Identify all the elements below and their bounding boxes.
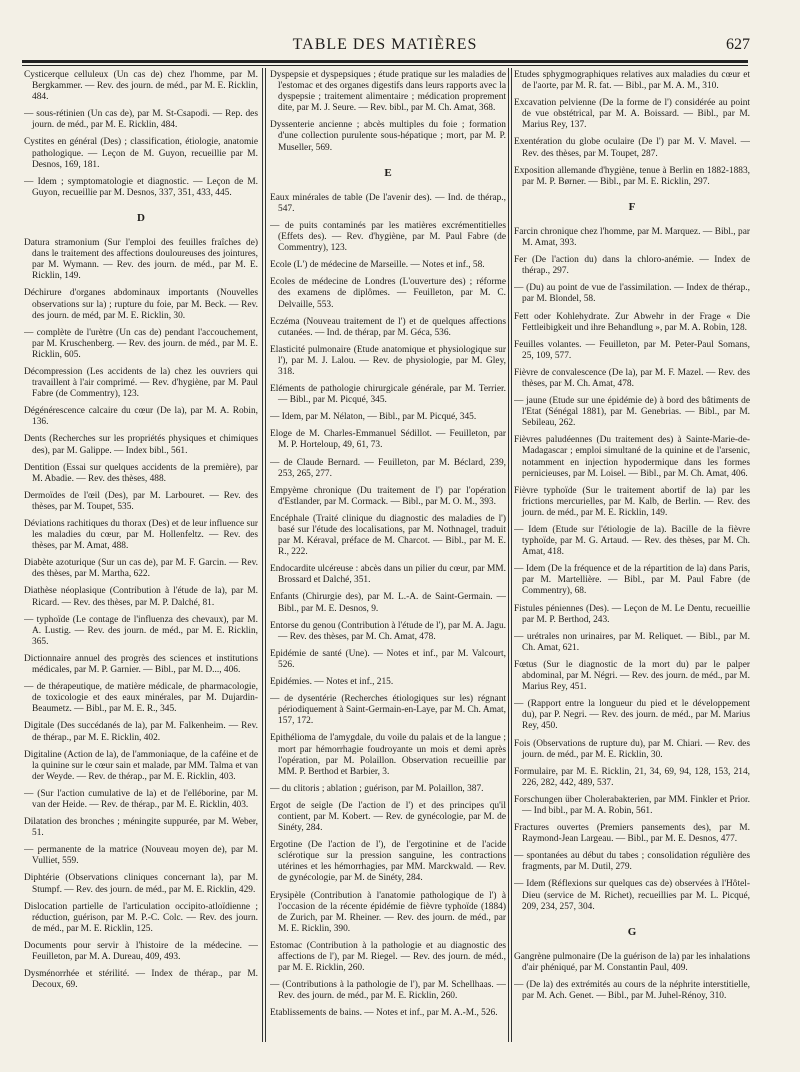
- index-entry: — Idem (De la fréquence et de la répartition de la) dans Paris, par M. Martellière. — Bibl., par M. Paul Fabre (de Commentry), 68.: [514, 564, 750, 597]
- index-entry: Déviations rachitiques du thorax (Des) et de leur influence sur les maladies du cœur, par M. Hollenfeltz. — Rev. des thèses, par M. Amat, 488.: [24, 519, 258, 552]
- index-entry: — permanente de la matrice (Nouveau moyen de), par M. Vulliet, 559.: [24, 845, 258, 867]
- column-divider: [511, 68, 512, 1042]
- column-divider: [265, 68, 266, 1042]
- index-entry: — de puits contaminés par les matières excrémentitielles (Effets des). — Rev. d'hygiène, par M. Paul Fabre (de Commentry), 123.: [270, 220, 506, 254]
- index-entry: Excavation pelvienne (De la forme de l') considérée au point de vue obstétrical, par M. A. Boissard. — Bibl., par M. Marius Rey, 137.: [514, 98, 750, 131]
- index-entry: — spontanées au début du tabes ; consolidation régulière des fragments, par M. Dutil, 279.: [514, 851, 750, 873]
- index-entry: — typhoïde (Le contage de l'influenza des chevaux), par M. A. Lustig. — Rev. des journ. de méd., par M. E. Ricklin, 365.: [24, 614, 258, 647]
- index-entry: — de dysentérie (Recherches étiologiques sur les) régnant périodiquement à Saint-Germain-en-Laye, par M. Ch. Amat, 157, 172.: [270, 694, 506, 727]
- index-entry: Fièvre typhoïde (Sur le traitement abortif de la) par les frictions mercurielles, par M. Kalb, de Berlin. — Rev. des journ. de méd., par M. E. Ricklin, 149.: [514, 485, 750, 518]
- index-entry: — sous-rétinien (Un cas de), par M. St-Csapodi. — Rep. des journ. de méd., par M. E. Ricklin, 484.: [24, 109, 258, 131]
- index-column-3: [514, 70, 750, 1038]
- index-column-1: [24, 70, 258, 1038]
- index-entry: Epidémie de santé (Une). — Notes et inf., par M. Valcourt, 526.: [270, 648, 506, 670]
- index-entry: Décompression (Les accidents de la) chez les ouvriers qui travaillent à l'air comprimé. — Rev. d'hygiène, par M. Paul Fabre (de Commentry), 123.: [24, 366, 258, 400]
- index-entry: — (Sur l'action cumulative de la) et de l'elléborine, par M. van der Heide. — Rev. de thérap., par M. E. Ricklin, 403.: [24, 788, 258, 810]
- index-column-2: [270, 70, 506, 1038]
- index-entry: Datura stramonium (Sur l'emploi des feuilles fraîches de) dans le traitement des affections douloureuses des jointures, par M. Wymann. — Rev. des journ. de méd., par M. E. Ricklin, 149.: [24, 238, 258, 282]
- index-entry: Forschungen über Cholerabakterien, par MM. Finkler et Prior. — Ind bibl., par M. A. Robin, 561.: [514, 794, 750, 816]
- index-entry: Dictionnaire annuel des progrès des sciences et institutions médicales, par M. P. Garnier. — Bibl., par M. D..., 406.: [24, 653, 258, 676]
- index-entry: Fer (De l'action du) dans la chloro-anémie. — Index de thérap., 297.: [514, 255, 750, 277]
- index-entry: Eczéma (Nouveau traitement de l') et de quelques affections cutanées. — Ind. de thérap, par M. Géca, 536.: [270, 316, 506, 338]
- index-entry: Fièvre de convalescence (De la), par M. F. Mazel. — Rev. des thèses, par M. Ch. Amat, 478.: [514, 367, 750, 389]
- index-entry: Exentération du globe oculaire (De l') par M. V. Mavel. — Rev. des thèses, par M. Toupet, 287.: [514, 137, 750, 159]
- page-title: TABLE DES MATIÈRES: [292, 36, 478, 53]
- index-entry: Diathèse néoplasique (Contribution à l'étude de la), par M. Ricard. — Rev. des thèses, par M. P. Dalché, 81.: [24, 586, 258, 608]
- index-entry: Déchirure d'organes abdominaux importants (Nouvelles observations sur la) ; rupture du foie, par M. Beck. — Rev. des journ. de méd, par M. E. Ricklin, 30.: [24, 288, 258, 321]
- index-entry: Dislocation partielle de l'articulation occipito-atloïdienne ; réduction, guérison, par M. P.-C. Colc. — Rev. des journ. de méd., par M. E. Ricklin, 125.: [24, 901, 258, 934]
- index-entry: Fièvres paludéennes (Du traitement des) à Sainte-Marie-de-Madagascar ; emploi simultané de la quinine et de l'arsenic, notamment en injection hypodermique dans les formes pernicieuses, par M. Loisel. — Bibl., par M. Ch. Amat, 406.: [514, 435, 750, 479]
- index-entry: Cysticerque celluleux (Un cas de) chez l'homme, par M. Bergkammer. — Rev. des journ. de méd., par M. E. Ricklin, 484.: [24, 70, 258, 103]
- index-entry: Fois (Observations de rupture du), par M. Chiari. — Rev. des journ. de méd., par M. E. Ricklin, 30.: [514, 738, 750, 760]
- index-entry: — (Contributions à la pathologie de l'), par M. Schellhaas. — Rev. des journ. de méd., par M. E. Ricklin, 260.: [270, 980, 506, 1002]
- index-entry: Fractures ouvertes (Premiers pansements des), par M. Raymond-Jean Largeau. — Bibl., par M. E. Desnos, 477.: [514, 823, 750, 845]
- section-letter: G: [627, 925, 637, 938]
- index-entry: Fistules péniennes (Des). — Leçon de M. Le Dentu, recueillie par M. P. Berthod, 243.: [514, 603, 750, 625]
- index-entry: — Idem (Réflexions sur quelques cas de) observées à l'Hôtel-Dieu (service de M. Richet), recueillies par M. L. Picqué, 209, 234, 257, 304.: [514, 879, 750, 912]
- index-entry: — jaune (Etude sur une épidémie de) à bord des bâtiments de l'Etat (Sénégal 1881), par M. Genebrias. — Bibl., par M. Sebileau, 262.: [514, 396, 750, 429]
- index-entry: — Idem (Etude sur l'étiologie de la). Bacille de la fièvre typhoïde, par M. G. Artaud. — Rev. des thèses, par M. Ch. Amat, 418.: [514, 525, 750, 558]
- index-entry: Endocardite ulcéreuse : abcès dans un pilier du cœur, par MM. Brossard et Dalché, 351.: [270, 564, 506, 586]
- index-entry: Etudes sphygmographiques relatives aux maladies du cœur et de l'aorte, par M. R. fat. — Bibl., par M. A. M., 310.: [514, 70, 750, 92]
- index-entry: — urétrales non urinaires, par M. Reliquet. — Bibl., par M. Ch. Amat, 621.: [514, 631, 750, 653]
- index-entry: Dyssenterie ancienne ; abcès multiples du foie ; formation d'une collection purulente sous-hépatique ; mort, par M. P. Museller, 569.: [270, 120, 506, 153]
- index-entry: — (Rapport entre la longueur du pied et le développement du), par P. Negri. — Rev. des journ. de méd., par M. Marius Rey, 450.: [514, 699, 750, 732]
- index-entry: Digitale (Des succédanés de la), par M. Falkenheim. — Rev. de thérap., par M. E. Ricklin, 402.: [24, 721, 258, 743]
- index-entry: Dégénérescence calcaire du cœur (De la), par M. A. Robin, 136.: [24, 406, 258, 428]
- index-entry: — complète de l'urètre (Un cas de) pendant l'accouchement, par M. Kruschenberg. — Rev. des journ. de méd., par M. E. Ricklin, 605.: [24, 327, 258, 360]
- index-entry: Enfants (Chirurgie des), par M. L.-A. de Saint-Germain. — Bibl., par M. E. Desnos, 9.: [270, 592, 506, 614]
- index-entry: Fett oder Kohlehydrate. Zur Abwehr in der Frage « Die Fettleibigkeit und ihre Behandlung », par M. A. Robin, 128.: [514, 311, 750, 333]
- index-entry: Ergot de seigle (De l'action de l') et des principes qu'il contient, par M. Kobert. — Rev. de gynécologie, par M. de Sinéty, 284.: [270, 800, 506, 834]
- index-entry: Digitaline (Action de la), de l'ammoniaque, de la caféine et de la quinine sur le cœur sain et malade, par MM. Talma et van der Weyde. — Rev. de thérap., par M. E. Ricklin, 403.: [24, 749, 258, 782]
- index-entry: Gangrène pulmonaire (De la guérison de la) par les inhalations d'air phéniqué, par M. Constantin Paul, 409.: [514, 951, 750, 973]
- header-rule-thin: [22, 65, 748, 66]
- index-entry: Ecoles de médecine de Londres (L'ouverture des) ; réforme des examens de diplômes. — Feuilleton, par M. C. Delvaille, 553.: [270, 277, 506, 310]
- index-entry: Dysménorrhée et stérilité. — Index de thérap., par M. Decoux, 69.: [24, 969, 258, 991]
- index-entry: Encéphale (Traité clinique du diagnostic des maladies de l') basé sur l'étude des localisations, par M. Nothnagel, traduit par M. Kéraval, préface de M. Charcot. — Bibl., par M. E. R., 222.: [270, 513, 506, 558]
- index-entry: Entorse du genou (Contribution à l'étude de l'), par M. A. Jagu. — Rev. des thèses, par M. Ch. Amat, 478.: [270, 620, 506, 642]
- index-entry: — Idem, par M. Nélaton, — Bibl., par M. Picqué, 345.: [270, 412, 477, 423]
- column-divider: [508, 68, 509, 1042]
- index-entry: Cystites en général (Des) ; classification, étiologie, anatomie pathologique. — Leçon de M. Guyon, recueillie par M. Desnos, 169, 181.: [24, 137, 258, 170]
- index-entry: Farcin chronique chez l'homme, par M. Marquez. — Bibl., par M. Amat, 393.: [514, 226, 750, 249]
- index-entry: Formulaire, par M. E. Ricklin, 21, 34, 69, 94, 128, 153, 214, 226, 282, 442, 489, 537.: [514, 766, 750, 788]
- index-entry: — (De la) des extrémités au cours de la néphrite interstitielle, par M. Ach. Genet. — Bibl., par M. Juhel-Rénoy, 310.: [514, 980, 750, 1002]
- index-entry: Empyème chronique (Du traitement de l') par l'opération d'Estlander, par M. Cormack. — Bibl., par M. O. M., 393.: [270, 485, 506, 507]
- index-entry: Exposition allemande d'hygiène, tenue à Berlin en 1882-1883, par M. P. Børner. — Bibl., par M. E. Ricklin, 297.: [514, 165, 750, 187]
- index-entry: Documents pour servir à l'histoire de la médecine. — Feuilleton, par M. A. Dureau, 409, 493.: [24, 940, 258, 962]
- index-entry: Dents (Recherches sur les propriétés physiques et chimiques des), par M. Galippe. — Index bibl., 561.: [24, 434, 258, 456]
- index-entry: Feuilles volantes. — Feuilleton, par M. Peter-Paul Somans, 25, 109, 577.: [514, 339, 750, 361]
- header-rule-thick: [22, 60, 748, 63]
- index-entry: Dilatation des bronches ; méningite suppurée, par M. Weber, 51.: [24, 817, 258, 839]
- index-entry: Erysipèle (Contribution à l'anatomie pathologique de l') à l'occasion de la récente épidémie de fièvre typhoïde (1884) de Zurich, par M. Rheiner. — Rev. des journ. de méd., par M. E. Ricklin, 390.: [270, 890, 506, 934]
- column-divider: [262, 68, 263, 1042]
- index-entry: Eaux minérales de table (De l'avenir des). — Ind. de thérap., 547.: [270, 192, 506, 214]
- index-entry: Dentition (Essai sur quelques accidents de la première), par M. Abadie. — Rev. des thèses, 488.: [24, 462, 258, 484]
- section-letter: F: [628, 200, 636, 213]
- section-letter: D: [137, 211, 145, 224]
- index-entry: — de Claude Bernard. — Feuilleton, par M. Béclard, 239, 253, 265, 277.: [270, 457, 506, 479]
- index-entry: Estomac (Contribution à la pathologie et au diagnostic des affections de l'), par M. Riegel. — Rev. des journ. de méd., par M. E. Ricklin, 260.: [270, 940, 506, 974]
- index-entry: Diabète azoturique (Sur un cas de), par M. F. Garcin. — Rev. des thèses, par M. Martha, 622.: [24, 558, 258, 580]
- index-entry: Eloge de M. Charles-Emmanuel Sédillot. — Feuilleton, par M. P. Horteloup, 49, 61, 73.: [270, 429, 506, 451]
- index-entry: Diphtérie (Observations cliniques concernant la), par M. Stumpf. — Rev. des journ. de méd., par M. E. Ricklin, 429.: [24, 873, 258, 895]
- index-entry: Dermoïdes de l'œil (Des), par M. Larbouret. — Rev. des thèses, par M. Toupet, 535.: [24, 490, 258, 512]
- index-entry: — (Du) au point de vue de l'assimilation. — Index de thérap., par M. Blondel, 58.: [514, 283, 750, 305]
- index-entry: Etablissements de bains. — Notes et inf., par M. A.-M., 526.: [270, 1008, 498, 1019]
- index-entry: — du clitoris ; ablation ; guérison, par M. Polaillon, 387.: [270, 783, 484, 794]
- index-entry: Epithélioma de l'amygdale, du voile du palais et de la langue ; mort par hémorrhagie foudroyante un mois et demi après l'opération, par M. Polaillon. Observation recueillie par MM. P. Berthod et Barbier, 3.: [270, 733, 506, 777]
- index-entry: Ergotine (De l'action de l'), de l'ergotinine et de l'acide sclérotique sur la pression sanguine, les contractions utérines et les hémorrhagies, par MM. Marckwald. — Rev. de gynécologie, par M. de Sinéty, 284.: [270, 840, 506, 884]
- page-header: [20, 28, 750, 58]
- index-entry: Fœtus (Sur le diagnostic de la mort du) par le palper abdominal, par M. Négri. — Rev. des journ. de méd., par M. Marius Rey, 451.: [514, 659, 750, 693]
- index-entry: Ecole (L') de médecine de Marseille. — Notes et inf., 58.: [270, 260, 485, 271]
- section-letter: E: [384, 166, 392, 179]
- index-entry: Dyspepsie et dyspepsiques ; étude pratique sur les maladies de l'estomac et des organes digestifs dans leurs rapports avec la dyspepsie ; traitement alimentaire ; médication proprement dite, par M. J. Seure. — Rev. bibl., par M. Ch. Amat, 368.: [270, 70, 506, 114]
- index-entry: — de thérapeutique, de matière médicale, de pharmacologie, de toxicologie et des eaux minérales, par M. Dujardin-Beaumetz. — Bibl., par M. E. R., 345.: [24, 682, 258, 715]
- index-entry: — Idem ; symptomatologie et diagnostic. — Leçon de M. Guyon, recueillie par M. Desnos, 337, 351, 433, 445.: [24, 176, 258, 198]
- index-entry: Epidémies. — Notes et inf., 215.: [270, 677, 394, 688]
- page-number: 627: [726, 36, 750, 53]
- index-entry: Elasticité pulmonaire (Etude anatomique et physiologique sur l'), par M. J. Lalou. — Rev. de physiologie, par M. Gley, 318.: [270, 344, 506, 377]
- index-entry: Eléments de pathologie chirurgicale générale, par M. Terrier. — Bibl., par M. Picqué, 345.: [270, 384, 506, 406]
